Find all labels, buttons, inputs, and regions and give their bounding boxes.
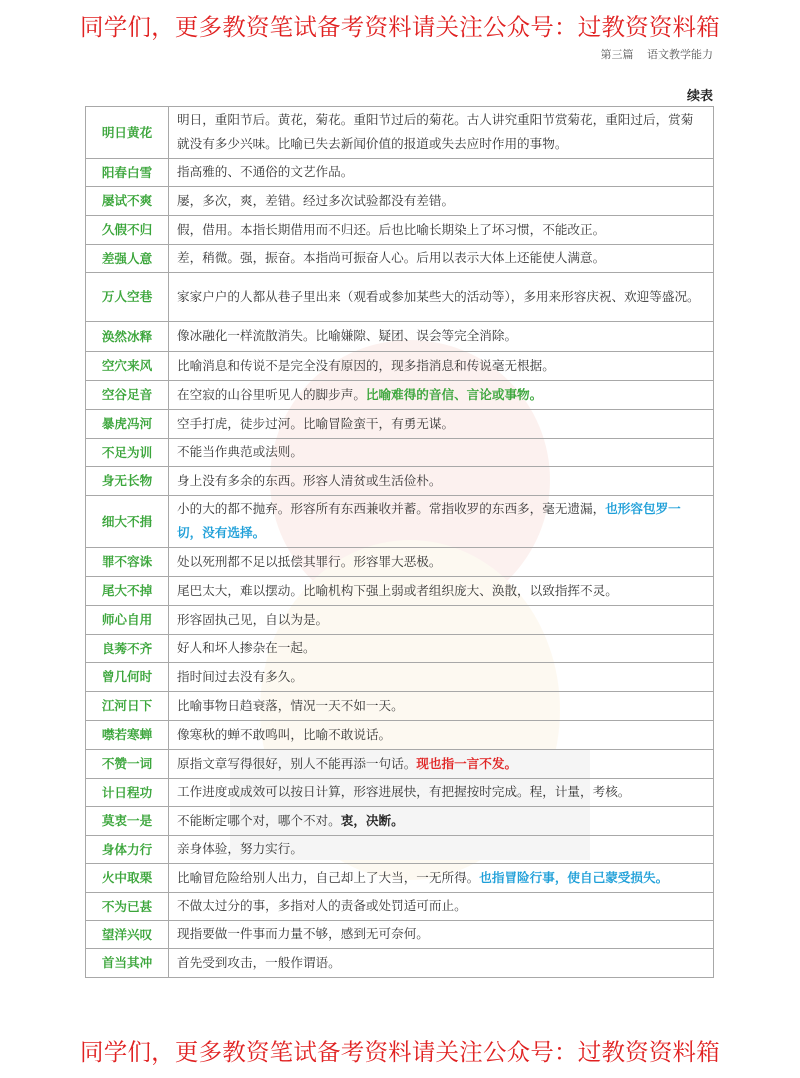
definition-text: 比喻消息和传说不是完全没有原因的，现多指消息和传说毫无根据。 bbox=[177, 357, 555, 373]
idiom-term: 身无长物 bbox=[86, 467, 169, 496]
definition-text: 原指文章写得很好，别人不能再添一句话。 bbox=[177, 755, 417, 771]
definition-text: 比喻冒危险给别人出力，自己却上了大当，一无所得。 bbox=[177, 869, 480, 885]
idiom-definition bbox=[169, 273, 714, 322]
definition-highlight: 衷，决断。 bbox=[340, 812, 404, 828]
idiom-definition bbox=[169, 245, 714, 273]
running-head bbox=[601, 46, 714, 62]
idiom-definition bbox=[169, 692, 714, 721]
idiom-term: 计日程功 bbox=[86, 779, 169, 807]
table-row bbox=[86, 159, 714, 187]
idiom-term: 空穴来风 bbox=[86, 352, 169, 381]
idiom-term: 身体力行 bbox=[86, 836, 169, 864]
table-row bbox=[86, 750, 714, 779]
idiom-definition bbox=[169, 779, 714, 807]
table-row bbox=[86, 216, 714, 245]
idiom-definition bbox=[169, 352, 714, 381]
definition-text: 小的大的都不抛弃。形容所有东西兼收并蓄。常指收罗的东西多，毫无遗漏， bbox=[177, 501, 606, 516]
table-row bbox=[86, 949, 714, 978]
table-row bbox=[86, 439, 714, 467]
idiom-definition bbox=[169, 410, 714, 439]
idiom-term: 空谷足音 bbox=[86, 381, 169, 410]
idiom-term: 师心自用 bbox=[86, 606, 169, 635]
definition-text: 首先受到攻击，一般作谓语。 bbox=[177, 954, 341, 970]
table-row bbox=[86, 692, 714, 721]
idiom-definition bbox=[169, 548, 714, 577]
definition-text: 不能当作典范或法则。 bbox=[177, 444, 303, 459]
definition-text: 不能断定哪个对，哪个不对。 bbox=[177, 812, 341, 828]
definition-text: 假，借用。本指长期借用而不归还。后也比喻长期染上了坏习惯，不能改正。 bbox=[177, 221, 606, 237]
idiom-definition bbox=[169, 187, 714, 216]
idiom-definition bbox=[169, 467, 714, 496]
idiom-term: 望洋兴叹 bbox=[86, 921, 169, 949]
definition-text: 不做太过分的事，多指对人的责备或处罚适可而止。 bbox=[177, 898, 467, 913]
idiom-term: 不足为训 bbox=[86, 439, 169, 467]
idiom-term: 火中取栗 bbox=[86, 864, 169, 893]
idiom-term: 细大不捐 bbox=[86, 496, 169, 548]
idiom-definition bbox=[169, 893, 714, 921]
definition-text: 差，稍微。强，振奋。本指尚可振奋人心。后用以表示大体上还能使人满意。 bbox=[177, 250, 606, 265]
promo-banner-bottom: 同学们，更多教资笔试备考资料请关注公众号：过教资资料箱 bbox=[80, 1038, 720, 1066]
definition-highlight: 比喻难得的音信、言论或事物。 bbox=[365, 386, 543, 402]
idiom-definition bbox=[169, 663, 714, 692]
table-row bbox=[86, 836, 714, 864]
idiom-definition bbox=[169, 807, 714, 836]
idiom-term: 暴虎冯河 bbox=[86, 410, 169, 439]
table-row bbox=[86, 107, 714, 159]
idiom-term: 不为已甚 bbox=[86, 893, 169, 921]
idiom-term: 阳春白雪 bbox=[86, 159, 169, 187]
definition-text: 形容固执己见，自以为是。 bbox=[177, 611, 329, 627]
table-row bbox=[86, 496, 714, 548]
definition-text: 亲身体验，努力实行。 bbox=[177, 841, 303, 856]
table-row bbox=[86, 721, 714, 750]
idiom-definition bbox=[169, 864, 714, 893]
table-row bbox=[86, 352, 714, 381]
idiom-term: 明日黄花 bbox=[86, 107, 169, 159]
idiom-term: 良莠不齐 bbox=[86, 635, 169, 663]
idiom-definition bbox=[169, 107, 714, 159]
idiom-definition bbox=[169, 836, 714, 864]
idiom-definition bbox=[169, 159, 714, 187]
idiom-definition bbox=[169, 439, 714, 467]
idiom-term: 久假不归 bbox=[86, 216, 169, 245]
idiom-definition bbox=[169, 381, 714, 410]
definition-text: 屡，多次，爽，差错。经过多次试验都没有差错。 bbox=[177, 192, 455, 208]
idiom-term: 涣然冰释 bbox=[86, 322, 169, 352]
table-row bbox=[86, 606, 714, 635]
table-row bbox=[86, 864, 714, 893]
table-row bbox=[86, 245, 714, 273]
table-row bbox=[86, 273, 714, 322]
definition-text: 身上没有多余的东西。形容人清贫或生活俭朴。 bbox=[177, 472, 442, 488]
definition-text: 处以死刑都不足以抵偿其罪行。形容罪大恶极。 bbox=[177, 553, 442, 569]
definition-text: 指高雅的、不通俗的文艺作品。 bbox=[177, 164, 354, 179]
idiom-definition bbox=[169, 949, 714, 978]
running-head-part: 第三篇 bbox=[600, 48, 634, 61]
definition-text: 好人和坏人掺杂在一起。 bbox=[177, 640, 316, 655]
running-head-chapter: 语文教学能力 bbox=[647, 48, 713, 61]
idiom-definition bbox=[169, 216, 714, 245]
table-row bbox=[86, 187, 714, 216]
idiom-term: 尾大不掉 bbox=[86, 577, 169, 606]
idiom-definition bbox=[169, 606, 714, 635]
table-row bbox=[86, 893, 714, 921]
table-row bbox=[86, 381, 714, 410]
idiom-table bbox=[85, 106, 714, 978]
definition-text: 家家户户的人都从巷子里出来（观看或参加某些大的活动等），多用来形容庆祝、欢迎等盛况。 bbox=[177, 288, 700, 304]
idiom-definition bbox=[169, 635, 714, 663]
table-row bbox=[86, 807, 714, 836]
idiom-term: 差强人意 bbox=[86, 245, 169, 273]
definition-text: 在空寂的山谷里听见人的脚步声。 bbox=[177, 386, 366, 402]
definition-text: 指时间过去没有多久。 bbox=[177, 668, 303, 684]
table-row bbox=[86, 779, 714, 807]
idiom-term: 屡试不爽 bbox=[86, 187, 169, 216]
definition-text: 工作进度或成效可以按日计算，形容进展快，有把握按时完成。程，计量，考核。 bbox=[177, 784, 631, 799]
definition-text: 现指要做一件事而力量不够，感到无可奈何。 bbox=[177, 926, 429, 941]
idiom-definition bbox=[169, 322, 714, 352]
idiom-definition bbox=[169, 921, 714, 949]
idiom-term: 噤若寒蝉 bbox=[86, 721, 169, 750]
definition-text: 比喻事物日趋衰落，情况一天不如一天。 bbox=[177, 697, 404, 713]
table-row bbox=[86, 548, 714, 577]
table-row bbox=[86, 663, 714, 692]
definition-highlight: 也形容包罗一切，没有选择。 bbox=[177, 501, 681, 540]
idiom-term: 罪不容诛 bbox=[86, 548, 169, 577]
idiom-term: 江河日下 bbox=[86, 692, 169, 721]
definition-text: 像寒秋的蝉不敢鸣叫，比喻不敢说话。 bbox=[177, 726, 392, 742]
promo-banner-top: 同学们，更多教资笔试备考资料请关注公众号：过教资资料箱 bbox=[80, 13, 720, 41]
idiom-term: 曾几何时 bbox=[86, 663, 169, 692]
table-row bbox=[86, 635, 714, 663]
definition-text: 明日，重阳节后。黄花，菊花。重阳节过后的菊花。古人讲究重阳节赏菊花，重阳过后，赏菊就没有多少兴味。比喻已失去新闻价值的报道或失去应时作用的事物。 bbox=[177, 112, 694, 151]
idiom-term: 万人空巷 bbox=[86, 273, 169, 322]
idiom-definition bbox=[169, 750, 714, 779]
table-row bbox=[86, 410, 714, 439]
definition-highlight: 也指冒险行事，使自己蒙受损失。 bbox=[479, 869, 669, 885]
table-row bbox=[86, 322, 714, 352]
idiom-term: 首当其冲 bbox=[86, 949, 169, 978]
idiom-definition bbox=[169, 721, 714, 750]
definition-text: 像冰融化一样流散消失。比喻嫌隙、疑团、误会等完全消除。 bbox=[177, 328, 518, 343]
table-row bbox=[86, 577, 714, 606]
idiom-definition bbox=[169, 496, 714, 548]
continued-table-label: 续表 bbox=[686, 89, 713, 104]
definition-text: 空手打虎，徒步过河。比喻冒险蛮干，有勇无谋。 bbox=[177, 415, 455, 431]
idiom-term: 莫衷一是 bbox=[86, 807, 169, 836]
idiom-definition bbox=[169, 577, 714, 606]
definition-highlight: 现也指一言不发。 bbox=[416, 755, 518, 771]
idiom-term: 不赞一词 bbox=[86, 750, 169, 779]
table-row bbox=[86, 467, 714, 496]
table-row bbox=[86, 921, 714, 949]
definition-text: 尾巴太大，难以摆动。比喻机构下强上弱或者组织庞大、涣散，以致指挥不灵。 bbox=[177, 582, 618, 598]
